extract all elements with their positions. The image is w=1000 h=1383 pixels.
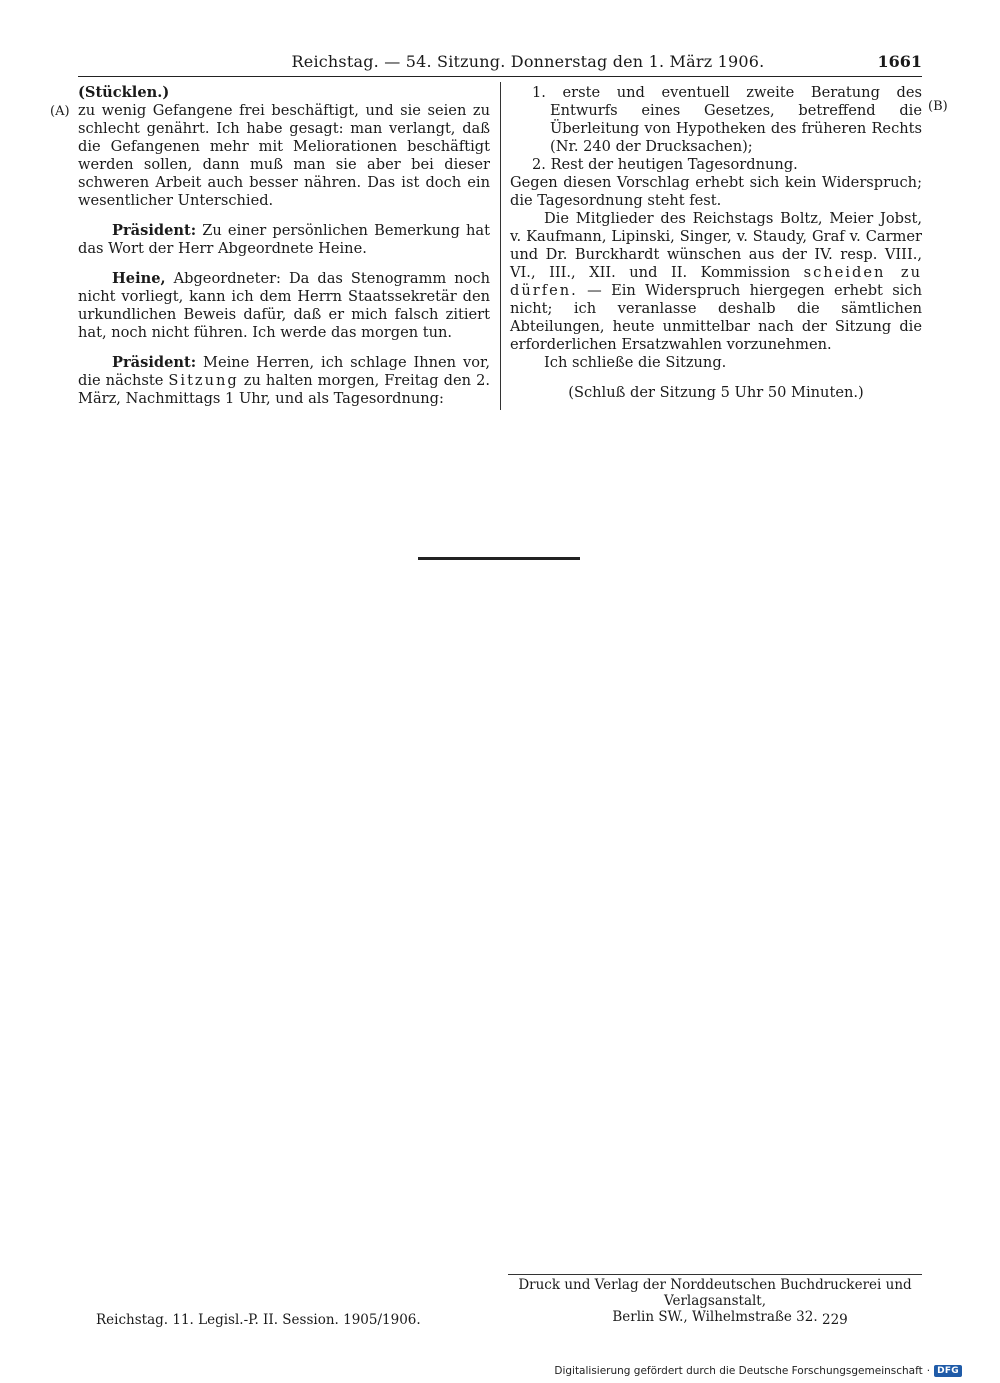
paragraph-continuation: zu wenig Gefangene frei beschäftigt, und sie seien zu schlecht genährt. Ich habe gesagt: man verlangt, daß die Gefangenen mehr mit Meliorationen beschäftigt werden sollen, dann muß man sie aber bei dieser schweren Arbeit auch besser nähren. Das ist doch ein wesentlicher Unterschied. — [78, 102, 490, 209]
separator: · — [926, 1365, 931, 1377]
paragraph-close-session: Ich schließe die Sitzung. — [544, 354, 727, 371]
speaker-name: Heine, — [112, 270, 166, 287]
paragraph-president-1 — [78, 222, 490, 258]
paragraph-text: Zu einer persönlichen Bemerkung hat das Wort der Herr Abgeordnete Heine. — [78, 222, 490, 257]
dfg-logo-icon[interactable]: DFG — [934, 1365, 962, 1377]
speaker-name: Präsident: — [112, 222, 197, 239]
paragraph-text: Meine Herren, ich schlage Ihnen vor, die nächste — [78, 354, 490, 389]
column-divider — [500, 82, 501, 410]
closing-note: (Schluß der Sitzung 5 Uhr 50 Minuten.) — [568, 384, 864, 401]
margin-mark-a: (A) — [50, 104, 70, 119]
spaced-words: scheiden zu dürfen. — [510, 264, 922, 299]
agenda-item-1: 1. erste und eventuell zweite Beratung des Entwurfs eines Gesetzes, betreffend die Überleitung von Hypotheken des früheren Rechts (Nr. 240 der Drucksachen); — [532, 84, 922, 155]
imprint-rule — [508, 1274, 922, 1275]
speaker-name: Präsident: — [112, 354, 197, 371]
speaker-reference: (Stücklen.) — [78, 84, 170, 101]
header-title: Reichstag. — 54. Sitzung. Donnerstag den 1. März 1906. — [291, 52, 765, 71]
paragraph-president-2 — [78, 354, 490, 408]
paragraph-text: zu halten morgen, Freitag den 2. März, Nachmittags 1 Uhr, und als Tagesordnung: — [78, 372, 491, 407]
digitization-text: Digitalisierung gefördert durch die Deutsche Forschungsgemeinschaft — [554, 1365, 923, 1377]
spaced-word: Sitzung — [168, 372, 239, 389]
paragraph-text: — Ein Widerspruch hiergegen erhebt sich nicht; ich veranlasse deshalb die sämtlichen Abteilungen, heute unmittelbar nach der Sitzung die erforderlichen Ersatzwahlen vorzunehmen. — [510, 282, 922, 353]
page-number: 1661 — [877, 52, 922, 71]
paragraph-no-objection: Gegen diesen Vorschlag erhebt sich kein Widerspruch; die Tagesordnung steht fest. — [510, 174, 922, 209]
imprint — [500, 1277, 930, 1325]
paragraph-heine — [78, 270, 490, 342]
imprint-line-2: Berlin SW., Wilhelmstraße 32. — [612, 1309, 818, 1325]
footer-session-info: Reichstag. 11. Legisl.-P. II. Session. 1905/1906. — [96, 1312, 421, 1328]
page-header — [78, 52, 922, 77]
agenda-item-2: 2. Rest der heutigen Tagesordnung. — [532, 156, 798, 173]
margin-mark-b: (B) — [928, 99, 948, 114]
imprint-line-1: Druck und Verlag der Norddeutschen Buchdruckerei und Verlagsanstalt, — [518, 1277, 912, 1309]
digitization-credit — [554, 1365, 962, 1377]
footer-sheet-number: 229 — [822, 1312, 848, 1328]
section-end-rule — [418, 557, 580, 560]
paragraph-text: Abgeordneter: Da das Stenogramm noch nicht vorliegt, kann ich dem Herrn Staatssekretär den urkundlichen Beweis dafür, daß er mich falsch zitiert hat, noch nicht führen. Ich werde das morgen tun. — [78, 270, 490, 341]
right-column — [510, 84, 922, 402]
paragraph-members — [510, 210, 922, 354]
paragraph-text: Die Mitglieder des Reichstags Boltz, Meier Jobst, v. Kaufmann, Lipinski, Singer, v. Staudy, Graf v. Carmer und Dr. Burckhardt wünschen aus der IV. resp. VIII., VI., III., XII. und II. Kommission — [510, 210, 922, 281]
left-column — [78, 84, 490, 408]
